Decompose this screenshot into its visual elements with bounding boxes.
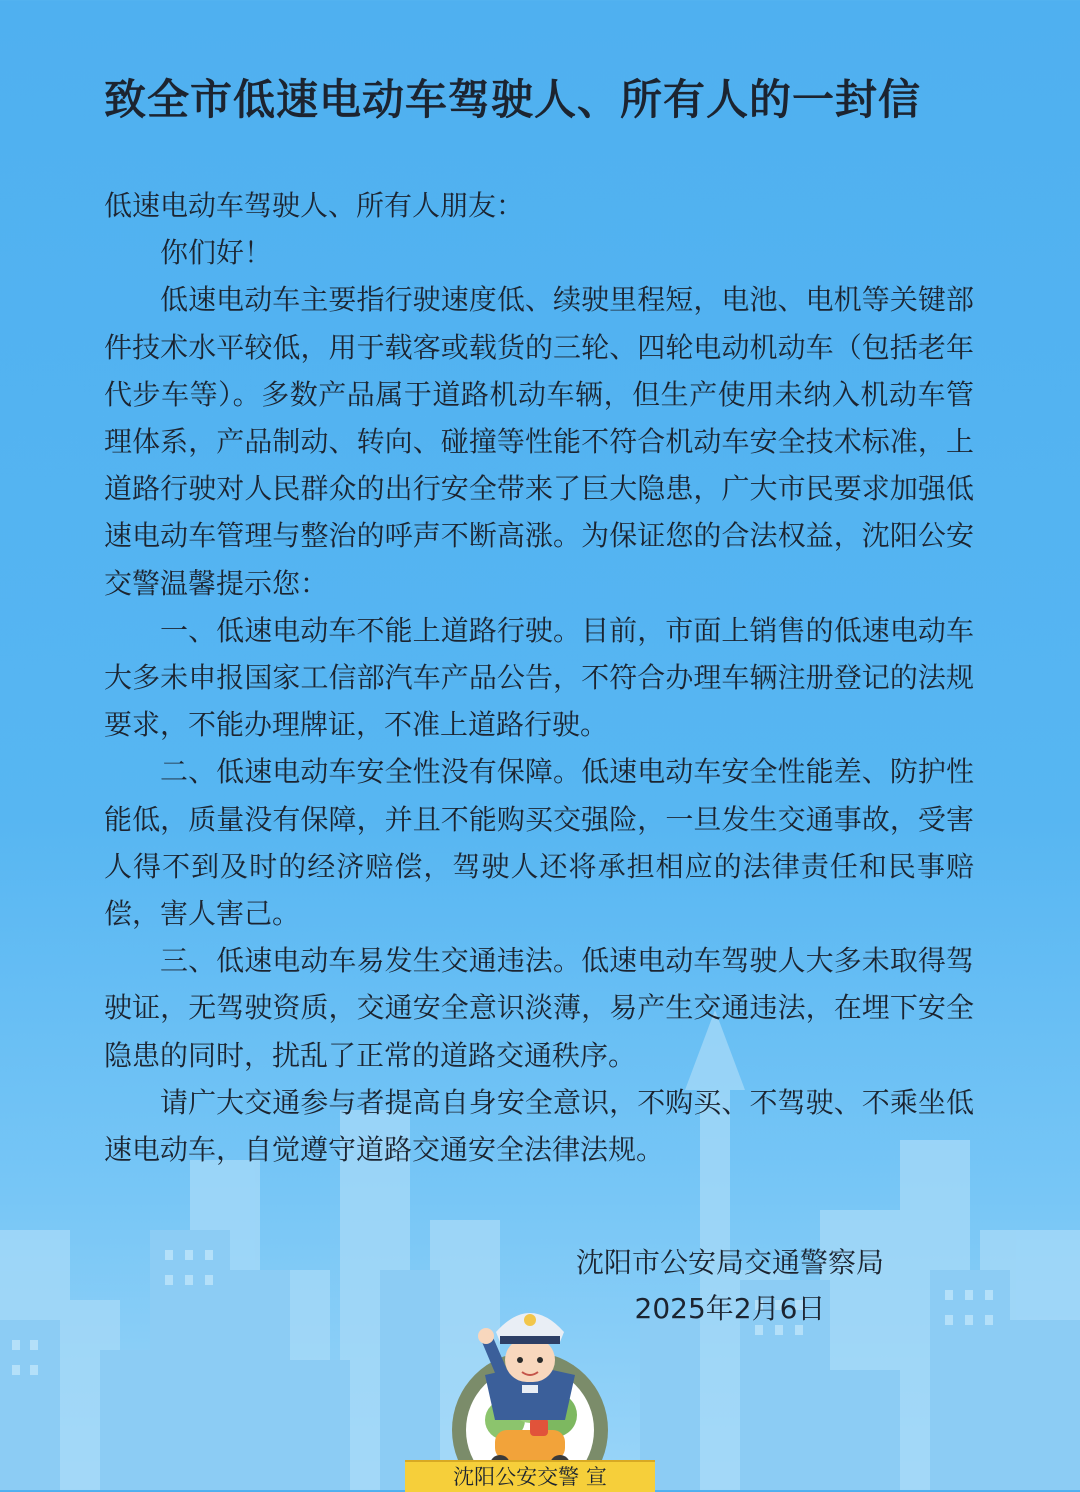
signature-date: 2025年2月6日 xyxy=(634,1292,826,1325)
paragraph-closing: 请广大交通参与者提高自身安全意识，不购买、不驾驶、不乘坐低速电动车，自觉遵守道路交通安全法律法规。 xyxy=(104,1085,974,1167)
paragraph-point-1: 一、低速电动车不能上道路行驶。目前，市面上销售的低速电动车大多未申报国家工信部汽车产品公告，不符合办理车辆注册登记的法规要求，不能办理牌证，不准上道路行驶。 xyxy=(104,613,974,742)
paragraph-intro: 低速电动车主要指行驶速度低、续驶里程短，电池、电机等关键部件技术水平较低，用于载客或载货的三轮、四轮电动机动车（包括老年代步车等）。多数产品属于道路机动车辆，但生产使用未纳入机动车管理体系，产品制动、转向、碰撞等性能不符合机动车安全技术标准，上道路行驶对人民群众的出行安全带来了巨大隐患，广大市民要求加强低速电动车管理与整治的呼声不断高涨。为保证您的合法权益，沈阳公安交警温馨提示您： xyxy=(104,283,974,600)
greeting: 你们好！ xyxy=(160,236,273,270)
signature-org: 沈阳市公安局交通警察局 xyxy=(575,1246,884,1279)
paragraph-point-3: 三、低速电动车易发生交通违法。低速电动车驾驶人大多未取得驾驶证，无驾驶资质，交通安全意识淡薄，易产生交通违法，在埋下安全隐患的同时，扰乱了正常的道路交通秩序。 xyxy=(104,944,974,1072)
paragraph-point-2: 二、低速电动车安全性没有保障。低速电动车安全性能差、防护性能低，质量没有保障，并且不能购买交强险，一旦发生交通事故，受害人得不到及时的经济赔偿，驾驶人还将承担相应的法律责任和民事赔偿，害人害己。 xyxy=(104,755,974,931)
letter-title: 致全市低速电动车驾驶人、所有人的一封信 xyxy=(104,75,922,124)
emblem-banner: 沈阳公安交警 宣 xyxy=(405,1460,655,1492)
salutation: 低速电动车驾驶人、所有人朋友： xyxy=(104,189,525,222)
traffic-police-salute-icon xyxy=(400,1280,660,1490)
letter-body xyxy=(104,182,974,1173)
